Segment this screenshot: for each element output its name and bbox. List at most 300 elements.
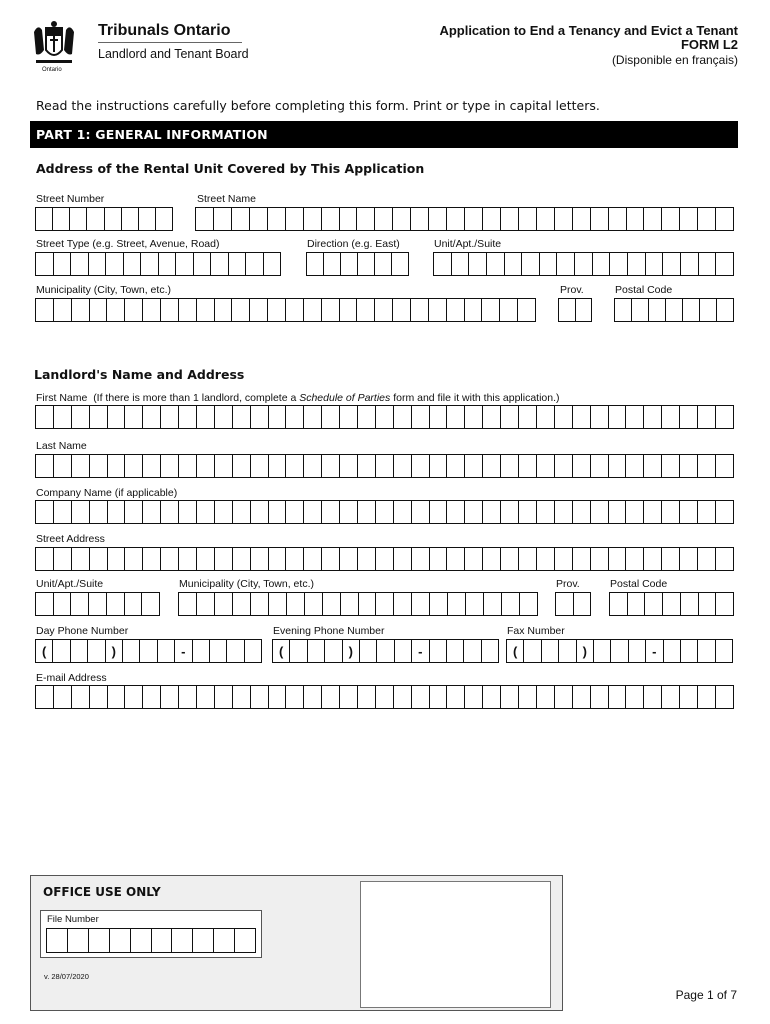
char-cell[interactable]: [340, 593, 358, 615]
char-cell[interactable]: [541, 640, 558, 662]
char-cell[interactable]: [393, 501, 411, 523]
char-cell[interactable]: [468, 253, 486, 275]
char-cell[interactable]: ): [342, 640, 359, 662]
char-cell[interactable]: [643, 455, 661, 477]
char-cell[interactable]: [411, 455, 429, 477]
char-cell[interactable]: [36, 406, 53, 428]
char-cell[interactable]: [304, 593, 322, 615]
char-cell[interactable]: [250, 455, 268, 477]
char-cell[interactable]: [303, 208, 321, 230]
char-cell[interactable]: [214, 299, 232, 321]
char-cell[interactable]: [142, 686, 160, 708]
char-cell[interactable]: [665, 299, 682, 321]
char-cell[interactable]: [483, 593, 501, 615]
char-cell[interactable]: [340, 253, 357, 275]
char-cell[interactable]: [357, 686, 375, 708]
char-cell[interactable]: [554, 501, 572, 523]
char-cell[interactable]: [324, 640, 341, 662]
char-cell[interactable]: [482, 501, 500, 523]
char-cell[interactable]: [625, 501, 643, 523]
char-cell[interactable]: [357, 501, 375, 523]
char-cell[interactable]: [680, 593, 698, 615]
char-cell[interactable]: [715, 253, 733, 275]
char-cell[interactable]: [572, 686, 590, 708]
char-cell[interactable]: [446, 501, 464, 523]
char-cell[interactable]: [232, 686, 250, 708]
char-cell[interactable]: [178, 501, 196, 523]
char-cell[interactable]: [234, 929, 255, 952]
char-cell[interactable]: [680, 253, 698, 275]
char-cell[interactable]: [232, 501, 250, 523]
char-cell[interactable]: [107, 501, 125, 523]
char-cell[interactable]: [446, 640, 463, 662]
char-cell[interactable]: [500, 455, 518, 477]
char-cell[interactable]: [697, 548, 715, 570]
fax-field[interactable]: [506, 639, 733, 663]
char-cell[interactable]: [107, 686, 125, 708]
char-cell[interactable]: [697, 406, 715, 428]
char-cell[interactable]: [715, 686, 733, 708]
rental-direction-field[interactable]: [306, 252, 409, 276]
char-cell[interactable]: [572, 406, 590, 428]
char-cell[interactable]: [446, 299, 464, 321]
char-cell[interactable]: [107, 455, 125, 477]
char-cell[interactable]: [52, 640, 69, 662]
char-cell[interactable]: [592, 253, 610, 275]
char-cell[interactable]: [303, 406, 321, 428]
char-cell[interactable]: [521, 253, 539, 275]
char-cell[interactable]: [36, 299, 53, 321]
char-cell[interactable]: [608, 406, 626, 428]
char-cell[interactable]: [556, 253, 574, 275]
char-cell[interactable]: [356, 208, 374, 230]
char-cell[interactable]: [627, 253, 645, 275]
char-cell[interactable]: [446, 406, 464, 428]
char-cell[interactable]: [558, 640, 575, 662]
char-cell[interactable]: [231, 208, 249, 230]
char-cell[interactable]: [214, 406, 232, 428]
char-cell[interactable]: [249, 208, 267, 230]
char-cell[interactable]: [53, 455, 71, 477]
char-cell[interactable]: [71, 686, 89, 708]
char-cell[interactable]: [192, 640, 209, 662]
char-cell[interactable]: [285, 455, 303, 477]
rental-postal-field[interactable]: [614, 298, 734, 322]
char-cell[interactable]: -: [411, 640, 428, 662]
char-cell[interactable]: [285, 548, 303, 570]
char-cell[interactable]: [339, 686, 357, 708]
char-cell[interactable]: [559, 299, 575, 321]
char-cell[interactable]: [697, 686, 715, 708]
char-cell[interactable]: (: [42, 643, 47, 659]
char-cell[interactable]: [447, 593, 465, 615]
char-cell[interactable]: [715, 406, 733, 428]
char-cell[interactable]: [536, 501, 554, 523]
char-cell[interactable]: [554, 548, 572, 570]
char-cell[interactable]: [88, 929, 109, 952]
char-cell[interactable]: [323, 253, 340, 275]
char-cell[interactable]: [393, 548, 411, 570]
char-cell[interactable]: [213, 929, 234, 952]
char-cell[interactable]: [631, 299, 648, 321]
day-phone-field[interactable]: [35, 639, 262, 663]
char-cell[interactable]: [517, 299, 535, 321]
char-cell[interactable]: [124, 501, 142, 523]
char-cell[interactable]: [375, 406, 393, 428]
char-cell[interactable]: [124, 686, 142, 708]
char-cell[interactable]: [193, 253, 211, 275]
char-cell[interactable]: [358, 593, 376, 615]
char-cell[interactable]: [715, 548, 733, 570]
char-cell[interactable]: [196, 501, 214, 523]
char-cell[interactable]: [627, 593, 645, 615]
char-cell[interactable]: [155, 208, 172, 230]
char-cell[interactable]: [375, 548, 393, 570]
char-cell[interactable]: [36, 548, 53, 570]
char-cell[interactable]: [410, 299, 428, 321]
char-cell[interactable]: [357, 406, 375, 428]
char-cell[interactable]: [268, 686, 286, 708]
char-cell[interactable]: [590, 208, 608, 230]
char-cell[interactable]: [226, 640, 243, 662]
char-cell[interactable]: [178, 548, 196, 570]
char-cell[interactable]: [322, 593, 340, 615]
char-cell[interactable]: [121, 208, 138, 230]
rental-street-name-field[interactable]: [195, 207, 734, 231]
char-cell[interactable]: [87, 640, 104, 662]
char-cell[interactable]: [89, 299, 107, 321]
char-cell[interactable]: [518, 208, 536, 230]
char-cell[interactable]: [481, 299, 499, 321]
char-cell[interactable]: [648, 299, 665, 321]
char-cell[interactable]: [391, 253, 408, 275]
char-cell[interactable]: [105, 253, 123, 275]
char-cell[interactable]: [175, 253, 193, 275]
char-cell[interactable]: [171, 929, 192, 952]
landlord-prov-field[interactable]: [555, 592, 591, 616]
char-cell[interactable]: [36, 253, 53, 275]
char-cell[interactable]: [464, 406, 482, 428]
char-cell[interactable]: [628, 640, 645, 662]
char-cell[interactable]: [36, 686, 53, 708]
char-cell[interactable]: [393, 686, 411, 708]
char-cell[interactable]: [71, 501, 89, 523]
char-cell[interactable]: [210, 253, 228, 275]
char-cell[interactable]: [124, 299, 142, 321]
char-cell[interactable]: [608, 455, 626, 477]
char-cell[interactable]: [518, 501, 536, 523]
char-cell[interactable]: [250, 501, 268, 523]
char-cell[interactable]: [285, 686, 303, 708]
char-cell[interactable]: [285, 501, 303, 523]
char-cell[interactable]: [610, 593, 627, 615]
char-cell[interactable]: [715, 640, 732, 662]
char-cell[interactable]: [104, 208, 121, 230]
char-cell[interactable]: [429, 593, 447, 615]
char-cell[interactable]: [626, 208, 644, 230]
char-cell[interactable]: [89, 548, 107, 570]
char-cell[interactable]: [123, 253, 141, 275]
char-cell[interactable]: [411, 593, 429, 615]
char-cell[interactable]: [411, 548, 429, 570]
char-cell[interactable]: [124, 406, 142, 428]
char-cell[interactable]: [501, 593, 519, 615]
char-cell[interactable]: [615, 299, 631, 321]
char-cell[interactable]: [411, 406, 429, 428]
char-cell[interactable]: [130, 929, 151, 952]
char-cell[interactable]: [554, 455, 572, 477]
char-cell[interactable]: [446, 455, 464, 477]
char-cell[interactable]: [339, 406, 357, 428]
char-cell[interactable]: [574, 253, 592, 275]
char-cell[interactable]: [393, 593, 411, 615]
char-cell[interactable]: [196, 406, 214, 428]
char-cell[interactable]: [267, 208, 285, 230]
char-cell[interactable]: [356, 299, 374, 321]
char-cell[interactable]: [536, 455, 554, 477]
char-cell[interactable]: [285, 406, 303, 428]
char-cell[interactable]: [679, 208, 697, 230]
char-cell[interactable]: [715, 455, 733, 477]
char-cell[interactable]: [697, 640, 714, 662]
char-cell[interactable]: (: [513, 643, 518, 659]
char-cell[interactable]: [160, 299, 178, 321]
char-cell[interactable]: [321, 455, 339, 477]
char-cell[interactable]: [536, 686, 554, 708]
char-cell[interactable]: [321, 406, 339, 428]
char-cell[interactable]: [179, 593, 196, 615]
char-cell[interactable]: [53, 501, 71, 523]
char-cell[interactable]: [374, 208, 392, 230]
char-cell[interactable]: [89, 686, 107, 708]
char-cell[interactable]: [36, 501, 53, 523]
char-cell[interactable]: [178, 406, 196, 428]
char-cell[interactable]: [682, 299, 699, 321]
rental-prov-field[interactable]: [558, 298, 592, 322]
char-cell[interactable]: [482, 406, 500, 428]
char-cell[interactable]: [698, 593, 716, 615]
char-cell[interactable]: [339, 208, 357, 230]
char-cell[interactable]: [307, 253, 323, 275]
char-cell[interactable]: [392, 208, 410, 230]
char-cell[interactable]: [451, 253, 469, 275]
char-cell[interactable]: [661, 406, 679, 428]
char-cell[interactable]: [609, 253, 627, 275]
char-cell[interactable]: [679, 686, 697, 708]
char-cell[interactable]: [124, 455, 142, 477]
char-cell[interactable]: [608, 548, 626, 570]
char-cell[interactable]: [572, 501, 590, 523]
char-cell[interactable]: [139, 640, 156, 662]
char-cell[interactable]: [572, 548, 590, 570]
char-cell[interactable]: [608, 686, 626, 708]
char-cell[interactable]: [71, 455, 89, 477]
char-cell[interactable]: [196, 548, 214, 570]
char-cell[interactable]: [375, 455, 393, 477]
char-cell[interactable]: [375, 686, 393, 708]
file-number-field[interactable]: [46, 928, 256, 953]
char-cell[interactable]: [178, 299, 196, 321]
char-cell[interactable]: [213, 208, 231, 230]
char-cell[interactable]: [554, 406, 572, 428]
char-cell[interactable]: [679, 406, 697, 428]
char-cell[interactable]: [339, 548, 357, 570]
evening-phone-field[interactable]: [272, 639, 499, 663]
char-cell[interactable]: [661, 548, 679, 570]
char-cell[interactable]: [661, 455, 679, 477]
char-cell[interactable]: [192, 929, 213, 952]
char-cell[interactable]: [357, 548, 375, 570]
char-cell[interactable]: [53, 406, 71, 428]
char-cell[interactable]: [465, 593, 483, 615]
char-cell[interactable]: [446, 686, 464, 708]
char-cell[interactable]: [214, 455, 232, 477]
char-cell[interactable]: [160, 455, 178, 477]
rental-street-type-field[interactable]: [35, 252, 281, 276]
char-cell[interactable]: [160, 406, 178, 428]
char-cell[interactable]: [590, 455, 608, 477]
char-cell[interactable]: [232, 406, 250, 428]
char-cell[interactable]: [289, 640, 306, 662]
char-cell[interactable]: [124, 593, 142, 615]
char-cell[interactable]: [697, 501, 715, 523]
char-cell[interactable]: [53, 593, 71, 615]
char-cell[interactable]: [268, 406, 286, 428]
char-cell[interactable]: [590, 501, 608, 523]
char-cell[interactable]: [359, 640, 376, 662]
char-cell[interactable]: [392, 299, 410, 321]
char-cell[interactable]: [321, 208, 339, 230]
char-cell[interactable]: [52, 208, 69, 230]
char-cell[interactable]: [214, 501, 232, 523]
char-cell[interactable]: [625, 548, 643, 570]
char-cell[interactable]: [357, 253, 374, 275]
char-cell[interactable]: [593, 640, 610, 662]
char-cell[interactable]: [89, 406, 107, 428]
char-cell[interactable]: [106, 299, 124, 321]
char-cell[interactable]: [53, 299, 71, 321]
char-cell[interactable]: [518, 686, 536, 708]
char-cell[interactable]: [554, 686, 572, 708]
rental-street-number-field[interactable]: [35, 207, 173, 231]
char-cell[interactable]: [245, 253, 263, 275]
char-cell[interactable]: [481, 640, 498, 662]
char-cell[interactable]: [411, 686, 429, 708]
char-cell[interactable]: [500, 501, 518, 523]
char-cell[interactable]: [303, 501, 321, 523]
char-cell[interactable]: [376, 640, 393, 662]
char-cell[interactable]: [214, 548, 232, 570]
char-cell[interactable]: [71, 548, 89, 570]
char-cell[interactable]: [209, 640, 226, 662]
char-cell[interactable]: [464, 208, 482, 230]
landlord-street-address-field[interactable]: [35, 547, 734, 571]
char-cell[interactable]: [393, 406, 411, 428]
char-cell[interactable]: [410, 208, 428, 230]
char-cell[interactable]: [70, 640, 87, 662]
char-cell[interactable]: [429, 548, 447, 570]
char-cell[interactable]: [142, 299, 160, 321]
char-cell[interactable]: [53, 548, 71, 570]
char-cell[interactable]: [519, 593, 537, 615]
char-cell[interactable]: [107, 548, 125, 570]
char-cell[interactable]: [36, 593, 53, 615]
char-cell[interactable]: [518, 455, 536, 477]
landlord-unit-field[interactable]: [35, 592, 160, 616]
char-cell[interactable]: [357, 455, 375, 477]
char-cell[interactable]: [53, 253, 71, 275]
char-cell[interactable]: [697, 208, 715, 230]
char-cell[interactable]: [697, 455, 715, 477]
char-cell[interactable]: [556, 593, 573, 615]
char-cell[interactable]: [643, 686, 661, 708]
landlord-email-field[interactable]: [35, 685, 734, 709]
char-cell[interactable]: [250, 548, 268, 570]
char-cell[interactable]: [523, 640, 540, 662]
char-cell[interactable]: [142, 548, 160, 570]
char-cell[interactable]: [662, 253, 680, 275]
char-cell[interactable]: [178, 455, 196, 477]
char-cell[interactable]: [608, 501, 626, 523]
char-cell[interactable]: [36, 455, 53, 477]
char-cell[interactable]: [428, 208, 446, 230]
char-cell[interactable]: [625, 406, 643, 428]
char-cell[interactable]: [140, 253, 158, 275]
rental-municipality-field[interactable]: [35, 298, 536, 322]
char-cell[interactable]: [321, 686, 339, 708]
char-cell[interactable]: [572, 455, 590, 477]
char-cell[interactable]: [86, 208, 103, 230]
char-cell[interactable]: [482, 686, 500, 708]
char-cell[interactable]: [214, 686, 232, 708]
char-cell[interactable]: [482, 548, 500, 570]
char-cell[interactable]: [250, 593, 268, 615]
char-cell[interactable]: [486, 253, 504, 275]
char-cell[interactable]: [536, 548, 554, 570]
char-cell[interactable]: [285, 208, 303, 230]
char-cell[interactable]: [71, 299, 89, 321]
char-cell[interactable]: [244, 640, 261, 662]
char-cell[interactable]: [124, 548, 142, 570]
char-cell[interactable]: -: [645, 640, 662, 662]
char-cell[interactable]: [67, 929, 88, 952]
char-cell[interactable]: [518, 406, 536, 428]
char-cell[interactable]: [122, 640, 139, 662]
char-cell[interactable]: [303, 548, 321, 570]
char-cell[interactable]: [89, 501, 107, 523]
char-cell[interactable]: -: [174, 640, 191, 662]
char-cell[interactable]: [625, 455, 643, 477]
landlord-first-name-field[interactable]: [35, 405, 734, 429]
char-cell[interactable]: [375, 501, 393, 523]
char-cell[interactable]: [196, 208, 213, 230]
char-cell[interactable]: [429, 501, 447, 523]
char-cell[interactable]: [500, 208, 518, 230]
char-cell[interactable]: [446, 208, 464, 230]
char-cell[interactable]: [643, 406, 661, 428]
char-cell[interactable]: [536, 406, 554, 428]
char-cell[interactable]: [303, 299, 321, 321]
char-cell[interactable]: [644, 593, 662, 615]
char-cell[interactable]: [464, 299, 482, 321]
char-cell[interactable]: [428, 299, 446, 321]
char-cell[interactable]: [321, 299, 339, 321]
char-cell[interactable]: [107, 406, 125, 428]
char-cell[interactable]: [590, 686, 608, 708]
char-cell[interactable]: [142, 501, 160, 523]
char-cell[interactable]: [661, 686, 679, 708]
char-cell[interactable]: [575, 299, 592, 321]
